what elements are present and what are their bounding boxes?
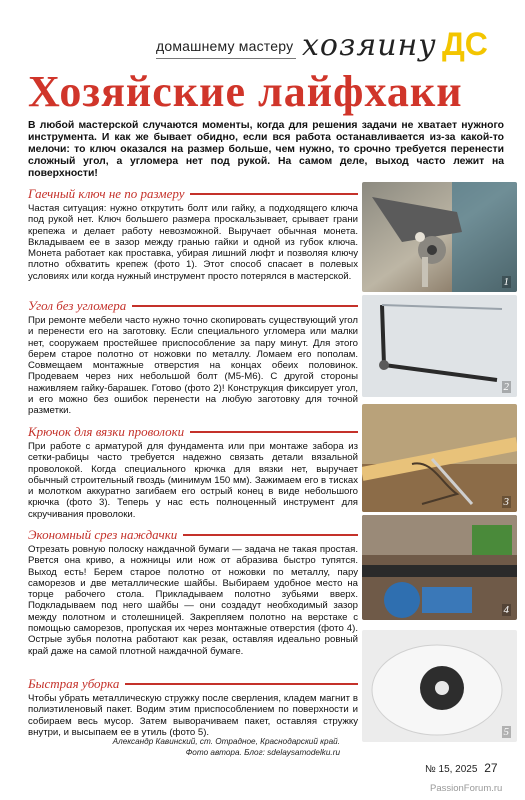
section-hook (28, 424, 358, 520)
section-wrench (28, 186, 358, 282)
photo-2 (362, 295, 517, 397)
page-number: 27 (484, 761, 498, 775)
photo-3 (362, 404, 517, 512)
header-rule (156, 58, 296, 59)
magazine-name: хозяину (302, 28, 437, 63)
page-folio (425, 761, 498, 775)
watermark: PassionForum.ru (430, 783, 503, 794)
section-heading: Экономный срез наждачки (28, 527, 358, 543)
section-heading: Крючок для вязки проволоки (28, 424, 358, 440)
heading-rule (183, 534, 358, 536)
photo-4 (362, 515, 517, 620)
article-title: Хозяйские лайфхаки (28, 67, 463, 116)
section-text: При работе с арматурой для фундамента или при монтаже забора из сетки-рабицы часто требуется надежно связать детали вязальной проволокой. Когда специального крючка для вязки нет, выручает обычный строительный гвоздь (минимум 150 мм). Зажимаем его в тисках и молотком аккуратно загибаем его острый конец в виде небольшого крючка (фото 3). Теперь у нас есть полноценный инструмент для скручивания проволоки. (28, 441, 358, 520)
photo-number: 4 (503, 604, 509, 616)
page-header (0, 26, 525, 70)
heading-rule (125, 683, 358, 685)
section-heading: Быстрая уборка (28, 676, 358, 692)
issue-number: № 15, 2025 (425, 764, 478, 775)
photo-1 (362, 182, 517, 292)
photo-number: 1 (503, 276, 509, 288)
section-heading: Угол без угломера (28, 298, 358, 314)
heading-rule (190, 431, 358, 433)
photo-5 (362, 630, 517, 742)
section-cleanup (28, 676, 358, 738)
section-heading: Гаечный ключ не по размеру (28, 186, 358, 202)
rubric-label: домашнему мастеру (156, 38, 294, 54)
photo-number: 3 (503, 496, 509, 508)
photo-3-image (362, 404, 517, 512)
section-sandpaper (28, 527, 358, 657)
section-text: Чтобы убрать металлическую стружку после сверления, кладем магнит в полиэтиленовый пакет. Водим этим приспособлением по поверхности и собираем весь мусор. Затем выворачиваем пакет, оставляя стружку внутри, и высыпаем ее в утиль (фото 5). (28, 693, 358, 738)
section-text: При ремонте мебели часто нужно точно скопировать существующий угол и перенести его на заготовку. Если специального угломера или малки нет, сооружаем простейшее приспособление за пару минут. Для этого берем старое полотно от ножовки по металлу. Ломаем его пополам. Совмещаем монтажные отверстия на концах обеих половинок. Продеваем через них небольшой болт (М5-М6). С другой стороны наживляем гайку-барашек. Готово (фото 2)! Конструкция фиксирует угол, и его можно без ошибок перенести на любую заготовку для точной разметки. (28, 315, 358, 417)
photo-5-image (362, 630, 517, 742)
article-intro: В любой мастерской случаются моменты, когда для решения задачи не хватает нужного инструмента. И как же бывает обидно, если вся работа останавливается из-за какой-то мелочи: то ключ оказался на размер больше, чем нужно, то срочно требуется перенести сложный угол, а угломера нет под рукой. На самом деле, выход часто лежит на поверхности! (28, 120, 504, 180)
photo-credit: Фото автора. Блог: sdelaysamodelku.ru (185, 748, 340, 757)
section-text: Отрезать ровную полоску наждачной бумаги — задача не такая простая. Рвется она криво, а ножницы или нож от абразива быстро тупятся. Выход есть! Берем старое полотно от ножовки по металлу, пару саморезов и две металлические шайбы. Выбираем удобное место на торце рабочего стола. Прикладываем полотно зубьями вверх. Подкладываем под него шайбы — они создадут необходимый зазор между полотном и столешницей. Закрепляем полотно на верстаке с помощью саморезов, пропуская их через монтажные отверстия (фото 4). Острые зубья полотна работают как резак, оставляя идеально ровный край даже на самой плотной наждачной бумаге. (28, 544, 358, 657)
photo-1-image (362, 182, 517, 292)
brand-logo: ДС (442, 26, 488, 62)
photo-4-image (362, 515, 517, 620)
section-text: Частая ситуация: нужно открутить болт или гайку, а подходящего ключа под рукой нет. Ключ большего размера проскальзывает, срывает грани крепежа и делает работу невозможной. Выручает обычная монета. Вкладываем ее в зазор между гранью гайки и одной из губок ключа. Монета работает как проставка, убирая лишний люфт и позволяя ключу плотно обхватить крепеж (фото 1). Этот способ спасает в полевых условиях или когда нужный инструмент просто потерялся в мастерской. (28, 203, 358, 282)
photo-2-image (362, 295, 517, 397)
photo-number: 5 (503, 726, 509, 738)
heading-rule (132, 305, 358, 307)
photo-number: 2 (503, 381, 509, 393)
section-angle (28, 298, 358, 417)
heading-rule (190, 193, 358, 195)
author-credit: Александр Кавинский, ст. Отрадное, Краснодарский край. (112, 737, 340, 746)
